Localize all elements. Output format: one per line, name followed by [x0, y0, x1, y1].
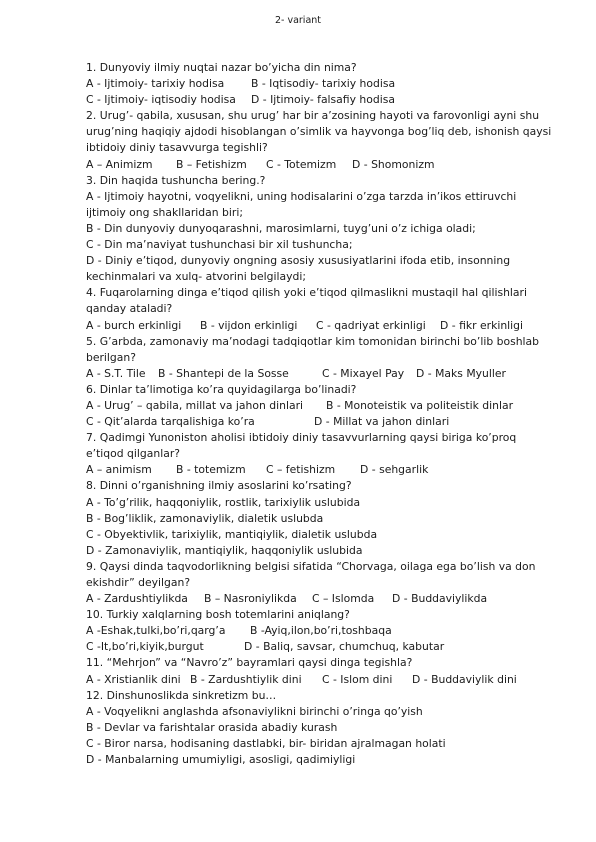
option-c: C - Din ma’naviyat tushunchasi bir xil tushuncha;: [86, 238, 353, 252]
option-d: D - Maks Myuller: [416, 366, 506, 380]
question-9-options-row: [86, 591, 556, 607]
question-6-options-row-1: [86, 398, 556, 414]
option-a: A - Zardushtiylikda: [86, 592, 188, 606]
question-4-options-row: [86, 318, 556, 334]
option-b: B - Monoteistik va politeistik dinlar: [326, 398, 514, 412]
question-2-options-row: [86, 157, 556, 173]
option-b: B - Devlar va farishtalar orasida abadiy kurash: [86, 720, 338, 734]
option-a: A - burch erkinligi: [86, 318, 182, 332]
option-d: D - Millat va jahon dinlari: [314, 415, 450, 429]
question-6-text: 6. Dinlar ta’limotiga ko’ra quyidagilarga bo’linadi?: [86, 382, 357, 396]
question-list: [86, 60, 556, 768]
question-11-options-row: [86, 672, 556, 688]
option-d: D - sehgarlik: [360, 463, 429, 477]
option-c: C – Islomda: [312, 592, 375, 606]
option-a: A - Ijtimoiy hayotni, voqyelikni, uning hodisalarini o’zga tarzda in’ikos ettiruvchi ijtimoiy ong shakllaridan biri;: [86, 189, 517, 219]
option-c: C - Mixayel Pay: [322, 366, 405, 380]
question-1-text: 1. Dunyoviy ilmiy nuqtai nazar bo’yicha din nima?: [86, 61, 357, 74]
option-c: C -It,bo’ri,kiyik,burgut: [86, 640, 204, 654]
option-c: C - qadriyat erkinligi: [316, 318, 426, 332]
option-a: A – Animizm: [86, 157, 153, 171]
question-10-options-row-1: [86, 623, 556, 639]
option-a: A -Eshak,tulki,bo’ri,qarg’a: [86, 624, 226, 638]
question-5-text: 5. G’arbda, zamonaviy ma’nodagi tadqiqotlar kim tomonidan birinchi bo’lib boshlab berilgan?: [86, 334, 540, 364]
option-a: A - Voqyelikni anglashda afsonaviylikni birinchi o’ringa qo’yish: [86, 704, 423, 718]
option-d: D - Zamonaviylik, mantiqiylik, haqqoniylik uslubida: [86, 543, 363, 557]
option-b: B - totemizm: [176, 463, 246, 477]
option-a: A - Urug’ – qabila, millat va jahon dinlari: [86, 398, 304, 412]
option-b: B - vijdon erkinligi: [200, 318, 298, 332]
question-5-options-row: [86, 366, 556, 382]
option-b: B – Nasroniylikda: [204, 592, 297, 606]
option-d: D - Buddaviylik dini: [412, 672, 517, 686]
option-a: A - Ijtimoiy- tarixiy hodisa: [86, 77, 225, 91]
page-header: 2- variant: [274, 15, 322, 26]
option-a: A - Xristianlik dini: [86, 672, 181, 686]
question-9-text: 9. Qaysi dinda taqvodorlikning belgisi sifatida “Chorvaga, oilaga ega bo’lish va don ekishdir” deyilgan?: [86, 559, 536, 589]
option-d: D - Ijtimoiy- falsafiy hodisa: [251, 93, 395, 107]
option-a: A - To’g’rilik, haqqoniylik, rostlik, tarixiylik uslubida: [86, 495, 361, 509]
question-4-text: 4. Fuqarolarning dinga e’tiqod qilish yoki e’tiqod qilmaslikni mustaqil hal qilishlari qanday ataladi?: [86, 286, 527, 316]
option-d: D - Baliq, savsar, chumchuq, kabutar: [244, 640, 445, 654]
option-d: D - Manbalarning umumiyligi, asosligi, qadimiyligi: [86, 753, 356, 767]
question-10-options-row-2: [86, 639, 556, 655]
option-a: A – animism: [86, 463, 152, 477]
option-d: D - Buddaviylikda: [392, 592, 488, 606]
option-c: C - Qit’alarda tarqalishiga ko’ra: [86, 415, 255, 429]
option-c: C - Islom dini: [322, 672, 393, 686]
option-c: C - Biror narsa, hodisaning dastlabki, bir- biridan ajralmagan holati: [86, 736, 446, 750]
question-6-options-row-2: [86, 414, 556, 430]
option-c: C – fetishizm: [266, 463, 336, 477]
question-12-text: 12. Dinshunoslikda sinkretizm bu…: [86, 688, 277, 702]
question-8-text: 8. Dinni o’rganishning ilmiy asoslarini ko’rsating?: [86, 479, 352, 493]
option-d: D - Diniy e’tiqod, dunyoviy ongning asosiy xususiyatlarini ifoda etib, insonning kechinmalari va xulq- atvorini belgilaydi;: [86, 254, 511, 284]
option-b: B – Fetishizm: [176, 157, 247, 171]
option-b: B - Din dunyoviy dunyoqarashni, marosimlarni, tuyg’uni o’z ichiga oladi;: [86, 221, 476, 235]
option-d: D - fikr erkinligi: [440, 318, 524, 332]
question-1-options-row-2: [86, 92, 556, 108]
option-b: B -Ayiq,ilon,bo’ri,toshbaqa: [250, 624, 392, 638]
question-7-text: 7. Qadimgi Yunoniston aholisi ibtidoiy diniy tasavvurlarning qaysi biriga ko’proq e’tiqod qilganlar?: [86, 431, 517, 461]
option-d: D - Shomonizm: [352, 157, 435, 171]
option-b: B - Shantepi de la Sosse: [158, 366, 289, 380]
question-7-options-row: [86, 462, 556, 478]
question-11-text: 11. “Mehrjon” va “Navro’z” bayramlari qaysi dinga tegishla?: [86, 656, 413, 670]
option-a: A - S.T. Tile: [86, 366, 146, 380]
question-10-text: 10. Turkiy xalqlarning bosh totemlarini aniqlang?: [86, 608, 350, 622]
question-1-options-row-1: [86, 76, 556, 92]
question-3-text: 3. Din haqida tushuncha bering.?: [86, 173, 266, 187]
option-c: C - Ijtimoiy- iqtisodiy hodisa: [86, 93, 236, 107]
question-2-text: 2. Urug’- qabila, xususan, shu urug’ har bir a’zosining hayoti va farovonligi ayni shu urug’ning haqiqiy ajdodi hisoblangan o’simlik va hayvonga bog’liq deb, ishonish qaysi ibtidoiy diniy tasavvurga tegishli?: [86, 109, 552, 155]
option-c: C - Totemizm: [266, 157, 337, 171]
option-b: B - Zardushtiylik dini: [190, 672, 302, 686]
option-b: B - Iqtisodiy- tarixiy hodisa: [251, 77, 396, 91]
option-c: C - Obyektivlik, tarixiylik, mantiqiylik, dialetik uslubda: [86, 527, 378, 541]
option-b: B - Bog’liklik, zamonaviylik, dialetik uslubda: [86, 511, 324, 525]
